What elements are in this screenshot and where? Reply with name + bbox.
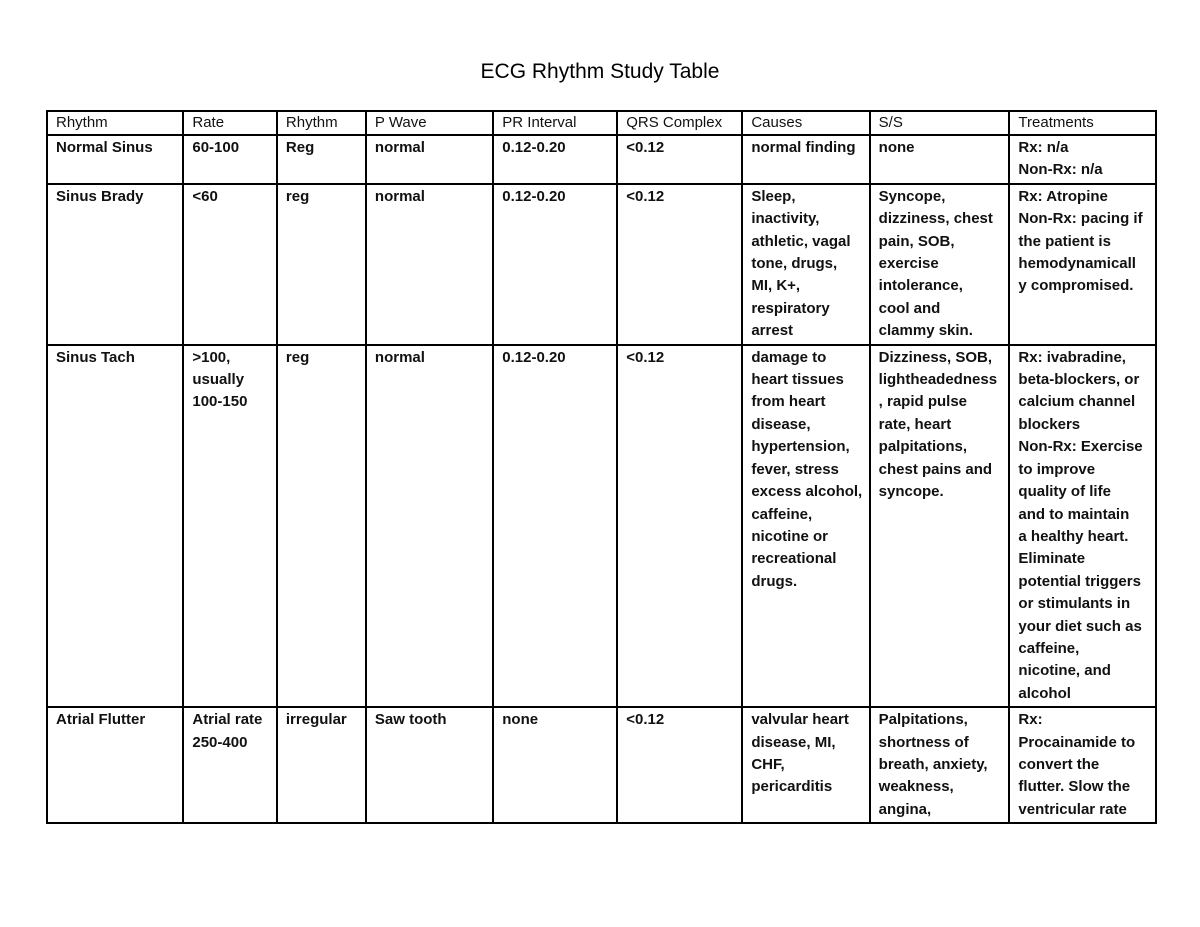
cell-text-line: Non-Rx: n/a — [1018, 161, 1103, 179]
cell-text-line: 0.12-0.20 — [502, 187, 566, 205]
cell-text-line: Palpitations, — [878, 711, 968, 729]
cell-p-wave — [366, 707, 493, 823]
cell-causes — [742, 135, 869, 184]
cell-text-line: blockers — [1018, 415, 1081, 433]
header-rate: Rate — [183, 111, 277, 135]
cell-text-line: your diet such as — [1018, 617, 1142, 635]
cell-text-line: excess alcohol, — [751, 483, 863, 501]
cell-text-line: shortness of — [878, 733, 969, 751]
cell-text-line: Atrial Flutter — [56, 711, 146, 729]
cell-text-line: >100, — [192, 348, 231, 366]
cell-text-line: 100-150 — [192, 393, 248, 411]
cell-text-line: cool and — [878, 299, 941, 317]
cell-regularity — [277, 184, 366, 345]
cell-text-line: Syncope, — [878, 187, 946, 205]
cell-text-line: weakness, — [878, 778, 954, 796]
cell-text-line: chest pains and — [878, 460, 993, 478]
cell-text-line: <0.12 — [626, 187, 665, 205]
cell-text-line: normal finding — [751, 139, 856, 156]
cell-text-line: <0.12 — [626, 711, 665, 729]
cell-text-line: breath, anxiety, — [878, 755, 988, 773]
cell-text-line: disease, — [751, 415, 811, 433]
cell-pr-interval — [493, 184, 617, 345]
cell-text-line: hypertension, — [751, 438, 850, 456]
cell-text-line: tone, drugs, — [751, 255, 838, 273]
cell-text-line: to improve — [1018, 460, 1096, 478]
cell-text-line: arrest — [751, 322, 794, 340]
cell-rhythm-name — [47, 184, 183, 345]
cell-text-line: Rx: — [1018, 711, 1043, 729]
cell-text-line: <60 — [192, 187, 218, 205]
cell-text-line: usually — [192, 371, 245, 389]
cell-text-line: Rx: ivabradine, — [1018, 348, 1126, 366]
cell-text-line: 0.12-0.20 — [502, 348, 566, 366]
cell-treatments — [1009, 135, 1156, 184]
cell-text-line: dizziness, chest — [878, 210, 993, 228]
cell-text-line: lightheadedness — [878, 371, 998, 389]
cell-rate — [183, 707, 277, 823]
cell-text-line: from heart — [751, 393, 826, 411]
cell-text-line: Atrial rate — [192, 711, 263, 729]
cell-text-line: caffeine, — [1018, 639, 1080, 657]
cell-text-line: angina, — [878, 800, 932, 818]
cell-text-line: 250-400 — [192, 733, 248, 751]
cell-text-line: Normal Sinus — [56, 139, 153, 156]
cell-p-wave — [366, 184, 493, 345]
header-pr-interval: PR Interval — [493, 111, 617, 135]
cell-text-line: Sinus Tach — [56, 348, 135, 366]
table-row — [47, 135, 1156, 184]
cell-p-wave — [366, 135, 493, 184]
cell-text-line: alcohol — [1018, 684, 1071, 702]
cell-p-wave — [366, 345, 493, 708]
cell-text-line: disease, MI, — [751, 733, 836, 751]
header-regularity: Rhythm — [277, 111, 366, 135]
cell-text-line: irregular — [285, 711, 347, 729]
table-header-row — [47, 111, 1156, 135]
cell-text-line: CHF, — [751, 755, 785, 773]
cell-text-line: exercise — [878, 255, 939, 273]
cell-text-line: palpitations, — [878, 438, 968, 456]
table-row — [47, 184, 1156, 345]
cell-signs-symptoms — [870, 345, 1010, 708]
cell-text-line: , rapid pulse — [878, 393, 968, 411]
cell-text-line: respiratory — [751, 299, 830, 317]
cell-text-line: reg — [285, 187, 310, 205]
cell-regularity — [277, 707, 366, 823]
cell-treatments — [1009, 345, 1156, 708]
cell-text-line: rate, heart — [878, 415, 952, 433]
cell-text-line: Non-Rx: Exercise — [1018, 438, 1143, 456]
cell-text-line: intolerance, — [878, 277, 963, 295]
header-signs-symptoms: S/S — [870, 111, 1010, 135]
cell-text-line: <0.12 — [626, 348, 665, 366]
cell-text-line: none — [502, 711, 539, 729]
rhythm-study-table — [46, 110, 1157, 824]
cell-signs-symptoms — [870, 707, 1010, 823]
cell-signs-symptoms — [870, 135, 1010, 184]
cell-text-line: potential triggers — [1018, 572, 1141, 590]
cell-text-line: pain, SOB, — [878, 232, 955, 250]
cell-rhythm-name — [47, 135, 183, 184]
header-rhythm: Rhythm — [47, 111, 183, 135]
cell-rate — [183, 135, 277, 184]
cell-regularity — [277, 345, 366, 708]
cell-text-line: caffeine, — [751, 505, 813, 523]
cell-rhythm-name — [47, 707, 183, 823]
cell-pr-interval — [493, 345, 617, 708]
cell-text-line: beta-blockers, or — [1018, 371, 1140, 389]
cell-text-line: none — [878, 139, 915, 156]
cell-text-line: inactivity, — [751, 210, 820, 228]
cell-text-line: and to maintain — [1018, 505, 1130, 523]
cell-text-line: 60-100 — [192, 139, 240, 156]
cell-text-line: pericarditis — [751, 778, 833, 796]
page-title: ECG Rhythm Study Table — [480, 60, 720, 83]
cell-text-line: damage to — [751, 348, 827, 366]
cell-text-line: Eliminate — [1018, 550, 1086, 568]
cell-text-line: fever, stress — [751, 460, 839, 478]
cell-text-line: convert the — [1018, 755, 1100, 773]
cell-qrs-complex — [617, 707, 742, 823]
cell-rate — [183, 184, 277, 345]
cell-text-line: recreational — [751, 550, 837, 568]
cell-causes — [742, 184, 869, 345]
cell-text-line: MI, K+, — [751, 277, 801, 295]
cell-text-line: normal — [374, 348, 425, 366]
cell-qrs-complex — [617, 345, 742, 708]
cell-qrs-complex — [617, 135, 742, 184]
cell-text-line: ventricular rate — [1018, 800, 1127, 818]
header-causes: Causes — [742, 111, 869, 135]
cell-text-line: normal — [374, 139, 425, 156]
cell-causes — [742, 345, 869, 708]
cell-text-line: Saw tooth — [374, 711, 447, 729]
cell-text-line: quality of life — [1018, 483, 1111, 501]
cell-pr-interval — [493, 707, 617, 823]
cell-text-line: a healthy heart. — [1018, 527, 1129, 545]
cell-text-line: reg — [285, 348, 310, 366]
cell-text-line: Procainamide to — [1018, 733, 1136, 751]
cell-pr-interval — [493, 135, 617, 184]
cell-text-line: Sleep, — [751, 187, 796, 205]
cell-regularity — [277, 135, 366, 184]
cell-treatments — [1009, 707, 1156, 823]
cell-text-line: Sinus Brady — [56, 187, 144, 205]
cell-text-line: Non-Rx: pacing if — [1018, 210, 1143, 228]
header-qrs-complex: QRS Complex — [617, 111, 742, 135]
cell-text-line: the patient is — [1018, 232, 1111, 250]
cell-causes — [742, 707, 869, 823]
cell-text-line: Rx: Atropine — [1018, 187, 1108, 205]
cell-text-line: flutter. Slow the — [1018, 778, 1131, 796]
cell-text-line: hemodynamicall — [1018, 255, 1136, 273]
cell-text-line: 0.12-0.20 — [502, 139, 566, 156]
cell-text-line: normal — [374, 187, 425, 205]
cell-text-line: athletic, vagal — [751, 232, 851, 250]
cell-text-line: or stimulants in — [1018, 595, 1131, 613]
cell-text-line: syncope. — [878, 483, 944, 501]
cell-text-line: Reg — [285, 139, 315, 156]
table-row — [47, 345, 1156, 708]
cell-text-line: valvular heart — [751, 711, 849, 729]
cell-text-line: <0.12 — [626, 139, 665, 156]
cell-text-line: y compromised. — [1018, 277, 1134, 295]
header-p-wave: P Wave — [366, 111, 493, 135]
cell-qrs-complex — [617, 184, 742, 345]
cell-text-line: drugs. — [751, 572, 798, 590]
table-row — [47, 707, 1156, 823]
cell-text-line: Dizziness, SOB, — [878, 348, 993, 366]
cell-text-line: nicotine, and — [1018, 662, 1111, 680]
cell-treatments — [1009, 184, 1156, 345]
cell-rate — [183, 345, 277, 708]
cell-text-line: clammy skin. — [878, 322, 973, 340]
cell-text-line: heart tissues — [751, 371, 844, 389]
header-treatments: Treatments — [1009, 111, 1156, 135]
cell-text-line: Rx: n/a — [1018, 139, 1069, 156]
cell-text-line: nicotine or — [751, 527, 828, 545]
cell-text-line: calcium channel — [1018, 393, 1136, 411]
cell-rhythm-name — [47, 345, 183, 708]
cell-signs-symptoms — [870, 184, 1010, 345]
